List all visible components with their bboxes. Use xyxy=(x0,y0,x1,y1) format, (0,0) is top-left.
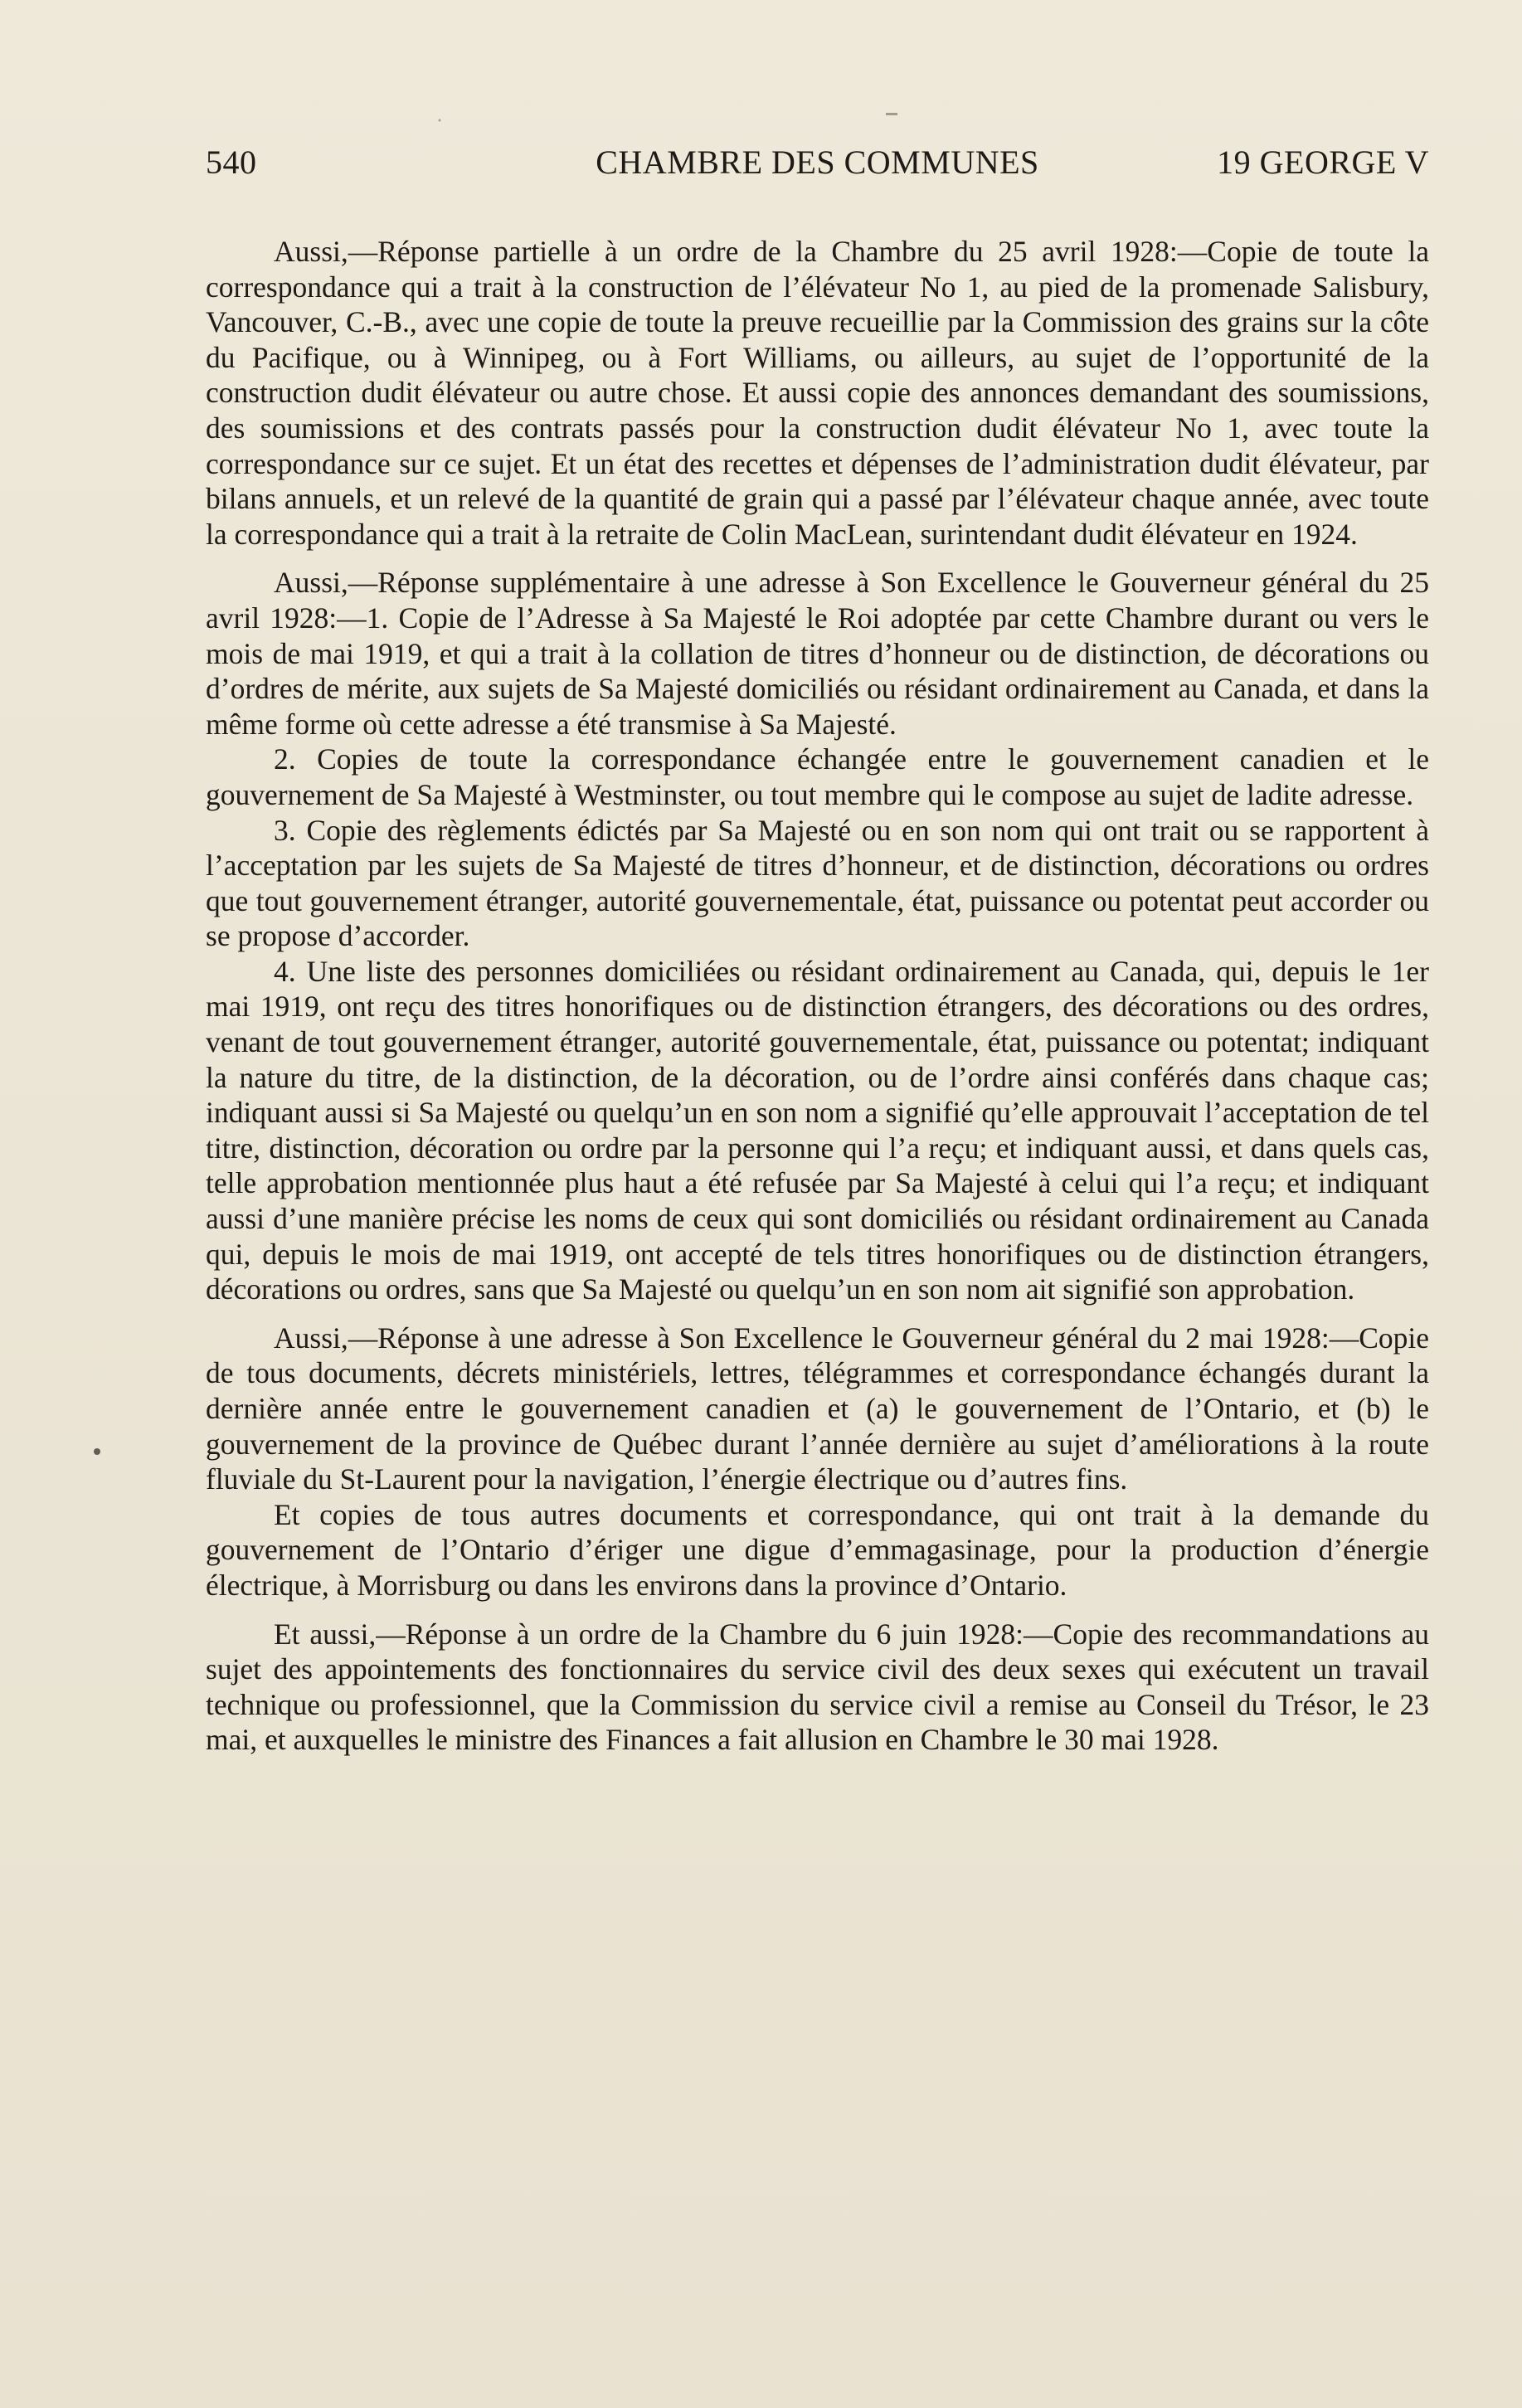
body-text xyxy=(206,234,1429,1758)
paragraph: Aussi,—Réponse supplémentaire à une adresse à Son Excellence le Gouverneur général du 25 avril 1928:—1. Copie de l’Adresse à Sa Majesté le Roi adoptée par cette Chambre durant ou vers le mois de mai 1919, et qui a trait à la collation de titres d’honneur ou de distinction, de décorations ou d’ordres de mérite, aux sujets de Sa Majesté domiciliés ou résidant ordinairement au Canada, et dans la même forme où cette adresse a été transmise à Sa Majesté. xyxy=(206,566,1429,741)
speck xyxy=(439,119,441,122)
paragraph: 3. Copie des règlements édictés par Sa Majesté ou en son nom qui ont trait ou se rapportent à l’acceptation par les sujets de Sa Majesté de titres d’honneur, et de distinction, décorations ou ordres que tout gouvernement étranger, autorité gouvernementale, état, puissance ou potentat peut accorder ou se propose d’accorder. xyxy=(206,813,1429,953)
running-header xyxy=(206,143,1429,189)
paragraph: 4. Une liste des personnes domiciliées ou résidant ordinairement au Canada, qui, depuis le 1er mai 1919, ont reçu des titres honorifiques ou de distinction étrangers, des décorations ou des ordres, venant de tout gouvernement étranger, autorité gouvernementale, état, puissance ou potentat; indiquant la nature du titre, de la distinction, de la décoration, ou de l’ordre ainsi conférés dans chaque cas; indiquant aussi si Sa Majesté ou quelqu’un en son nom a signifié qu’elle approuvait l’acceptation de tel titre, distinction, décoration ou ordre par la personne qui l’a reçu; et indiquant aussi, et dans quels cas, telle approbation mentionnée plus haut a été refusée par Sa Majesté à celui qui l’a reçu; et indiquant aussi d’une manière précise les noms de ceux qui sont domiciliés ou résidant ordinairement au Canada qui, depuis le mois de mai 1919, ont accepté de tels titres honorifiques ou de distinction étrangers, décorations ou ordres, sans que Sa Majesté ou quelqu’un en son nom ait signifié son approbation. xyxy=(206,954,1429,1306)
paragraph: Et copies de tous autres documents et correspondance, qui ont trait à la demande du gouvernement de l’Ontario d’ériger une digue d’emmagasinage, pour la production d’énergie électrique, à Morrisburg ou dans les environs dans la province d’Ontario. xyxy=(206,1497,1429,1602)
header-title: CHAMBRE DES COMMUNES xyxy=(596,144,1039,181)
paragraph: 2. Copies de toute la correspondance échangée entre le gouvernement canadien et le gouvernement de Sa Majesté à Westminster, ou tout membre qui le compose au sujet de ladite adresse. xyxy=(206,742,1429,811)
speck xyxy=(886,113,897,115)
paragraph: Aussi,—Réponse à une adresse à Son Excellence le Gouverneur général du 2 mai 1928:—Copie de tous documents, décrets ministériels, lettres, télégrammes et correspondance échangés durant la dernière année entre le gouvernement canadien et (a) le gouvernement de l’Ontario, et (b) le gouvernement de la province de Québec durant l’année dernière au sujet d’améliorations à la route fluviale du St-Laurent pour la navigation, l’énergie électrique ou d’autres fins. xyxy=(206,1321,1429,1496)
paragraph: Aussi,—Réponse partielle à un ordre de la Chambre du 25 avril 1928:—Copie de toute la correspondance qui a trait à la construction de l’élévateur No 1, au pied de la promenade Salisbury, Vancouver, C.-B., avec une copie de toute la preuve recueillie par la Commission des grains sur la côte du Pacifique, ou à Winnipeg, ou à Fort Williams, ou ailleurs, au sujet de l’opportunité de la construction dudit élévateur ou autre chose. Et aussi copie des annonces demandant des soumissions, des soumissions et des contrats passés pour la construction dudit élévateur No 1, avec toute la correspondance sur ce sujet. Et un état des recettes et dépenses de l’administration dudit élévateur, par bilans annuels, et un relevé de la quantité de grain qui a passé par l’élévateur chaque année, avec toute la correspondance qui a trait à la retraite de Colin MacLean, surintendant dudit élévateur en 1924. xyxy=(206,235,1429,551)
page-number: 540 xyxy=(206,144,257,181)
speck xyxy=(94,1448,100,1455)
header-reign: 19 GEORGE V xyxy=(1217,144,1429,181)
paragraph: Et aussi,—Réponse à un ordre de la Chambre du 6 juin 1928:—Copie des recommandations au sujet des appointements des fonctionnaires du service civil des deux sexes qui exécutent un travail technique ou professionnel, que la Commission du service civil a remise au Conseil du Trésor, le 23 mai, et auxquelles le ministre des Finances a fait allusion en Chambre le 30 mai 1928. xyxy=(206,1617,1429,1757)
